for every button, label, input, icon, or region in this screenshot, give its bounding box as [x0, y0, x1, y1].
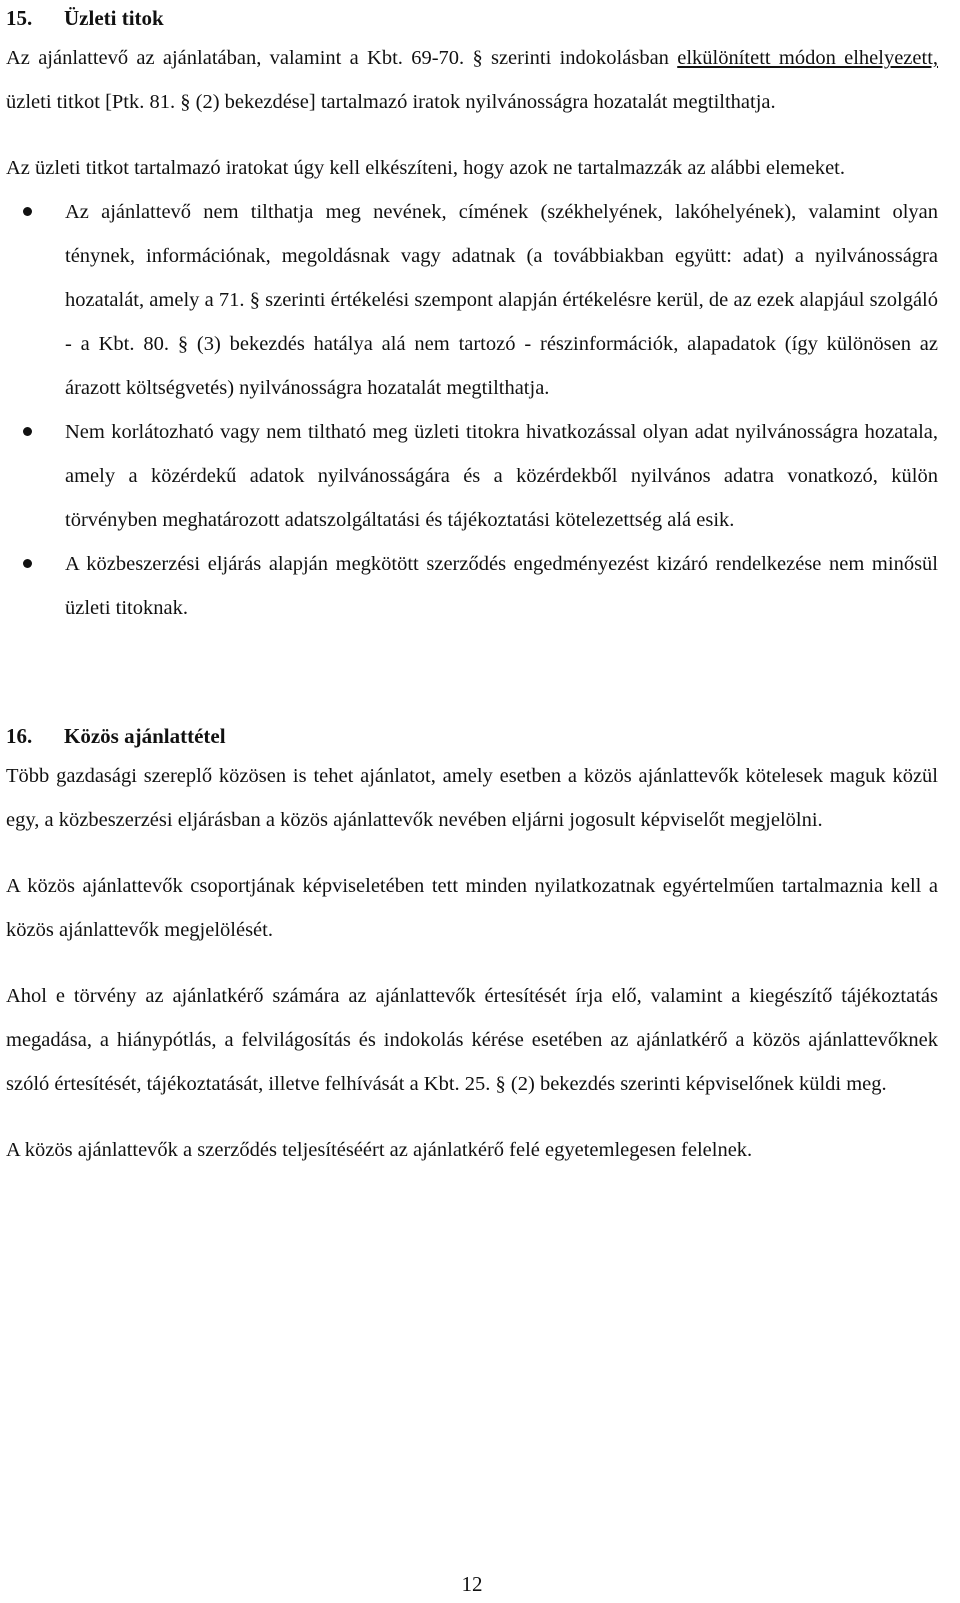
page-number: 12 [461, 1572, 483, 1596]
section-title: Közös ajánlattétel [64, 724, 226, 748]
section-title: Üzleti titok [64, 6, 164, 30]
text-run: üzleti titkot [Ptk. 81. § (2) bekezdése] tartalmazó iratok nyilvánosságra hozatalát megtilthatja. [6, 91, 776, 113]
document-page [6, 0, 938, 1172]
bullet-icon [23, 559, 32, 568]
section-15-paragraph-2: Az üzleti titkot tartalmazó iratokat úgy kell elkészíteni, hogy azok ne tartalmazzák az alábbi elemeket. [6, 157, 845, 179]
text-run: Az ajánlattevő az ajánlatában, valamint a Kbt. 69-70. § szerinti indokolásban [6, 47, 678, 69]
section-number: 15. [6, 6, 33, 30]
section-number: 16. [6, 724, 33, 748]
list-item [6, 542, 938, 630]
list-item [6, 410, 938, 542]
list-item [6, 190, 938, 410]
bullet-icon [23, 207, 32, 216]
section-15-heading [6, 0, 938, 36]
list-item-text: A közbeszerzési eljárás alapján megkötött szerződés engedményezést kizáró rendelkezése nem minősül üzleti titoknak. [65, 553, 938, 619]
list-item-text: Az ajánlattevő nem tilthatja meg nevének, címének (székhelyének, lakóhelyének), valamint olyan ténynek, információnak, megoldásnak vagy adatnak (a továbbiakban együtt: adat) a nyilvánosságra hozatalát, amely a 71. § szerinti értékelési szempont alapján értékelésre kerül, de az ezek alapjául szolgáló - a Kbt. 80. § (3) bekezdés hatálya alá nem tartozó - részinformációk, alapadatok (így különösen az árazott költségvetés) nyilvánosságra hozatalát megtilthatja. [65, 201, 938, 399]
bullet-list [6, 190, 938, 630]
section-16-paragraph-3: Ahol e törvény az ajánlatkérő számára az ajánlattevők értesítését írja elő, valamint a kiegészítő tájékoztatás megadása, a hiánypótlás, a felvilágosítás és indokolás kérése esetében az ajánlatkérő a közös ajánlattevőknek szóló értesítését, tájékoztatását, illetve felhívását a Kbt. 25. § (2) bekezdés szerinti képviselőnek küldi meg. [6, 985, 938, 1095]
list-item-text: Nem korlátozható vagy nem tiltható meg üzleti titokra hivatkozással olyan adat nyilvánosságra hozatala, amely a közérdekű adatok nyilvánosságára és a közérdekből nyilvános adatra vonatkozó, külön törvényben meghatározott adatszolgáltatási és tájékoztatási kötelezettség alá esik. [65, 421, 938, 531]
underlined-text: elkülönített módon elhelyezett, [677, 47, 939, 69]
section-16-paragraph-4: A közös ajánlattevők a szerződés teljesítéséért az ajánlatkérő felé egyetemlegesen felelnek. [6, 1139, 753, 1161]
section-16-heading [6, 718, 938, 754]
section-16-paragraph-1: Több gazdasági szereplő közösen is tehet ajánlatot, amely esetben a közös ajánlattevők kötelesek maguk közül egy, a közbeszerzési eljárásban a közös ajánlattevők nevében eljárni jogosult képviselőt megjelölni. [6, 765, 938, 831]
section-15-paragraph-1 [6, 36, 938, 124]
bullet-icon [23, 427, 32, 436]
section-16-paragraph-2: A közös ajánlattevők csoportjának képviseletében tett minden nyilatkozatnak egyértelműen tartalmaznia kell a közös ajánlattevők megjelölését. [6, 875, 938, 941]
